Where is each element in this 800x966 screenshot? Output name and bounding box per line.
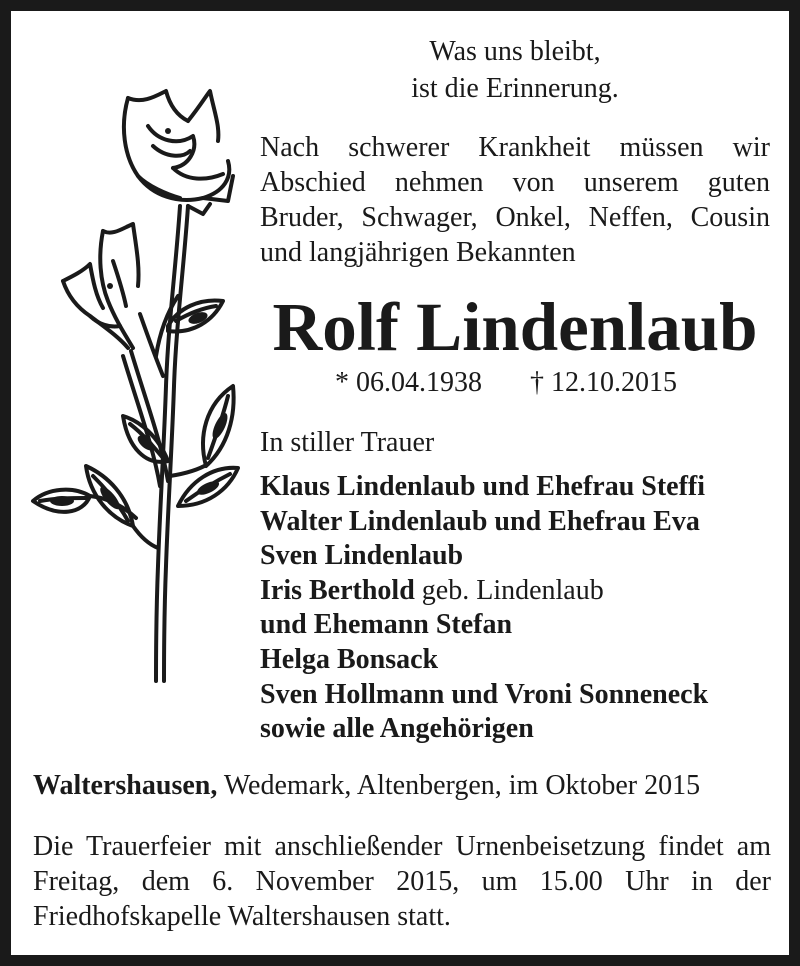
motto-line-1: Was uns bleibt, (429, 36, 601, 67)
funeral-service-text: Die Trauerfeier mit anschließender Urnenbeisetzung findet am Freitag, dem 6. November 2015, um 15.00 Uhr in der Friedhofskapelle Waltershausen statt. (33, 831, 771, 932)
deceased-name: Rolf Lindenlaub (272, 289, 758, 365)
death-date: † 12.10.2015 (530, 367, 677, 398)
mourner-line (260, 678, 780, 713)
mourning-intro: In stiller Trauer (260, 427, 435, 458)
mourner-name: Sven Hollmann und Vroni Sonneneck (260, 678, 709, 710)
mourner-line (260, 539, 780, 574)
mourner-line (260, 574, 780, 609)
mourner-line (260, 505, 780, 540)
mourner-line (260, 712, 780, 747)
mourner-note: geb. Lindenlaub (414, 574, 604, 606)
birth-date: * 06.04.1938 (335, 367, 482, 398)
motto (360, 33, 670, 107)
mourner-name: Walter Lindenlaub und Ehefrau Eva (260, 505, 700, 537)
mourner-name: Sven Lindenlaub (260, 540, 464, 572)
place-rest: Wedemark, Altenbergen, im Oktober 2015 (217, 770, 701, 801)
motto-line-2: ist die Erinnerung. (411, 73, 619, 104)
mourners-list (260, 470, 780, 747)
place-and-date (33, 768, 773, 804)
mourner-name: und Ehemann Stefan (260, 609, 513, 641)
mourner-name: Klaus Lindenlaub und Ehefrau Steffi (260, 471, 706, 502)
mourner-name: Helga Bonsack (260, 643, 439, 675)
rose-icon (28, 86, 243, 686)
intro-text: Nach schwerer Krankheit müssen wir Abschied nehmen von unserem guten Bruder, Schwager, Onkel, Neffen, Cousin und langjährigen Bekannten (260, 132, 770, 268)
mourner-name: sowie alle Angehörigen (260, 713, 534, 745)
mourner-line (260, 470, 780, 505)
mourner-line (260, 643, 780, 678)
place-main: Waltershausen, (33, 770, 218, 801)
mourner-name: Iris Berthold (260, 574, 415, 606)
mourner-line (260, 608, 780, 643)
